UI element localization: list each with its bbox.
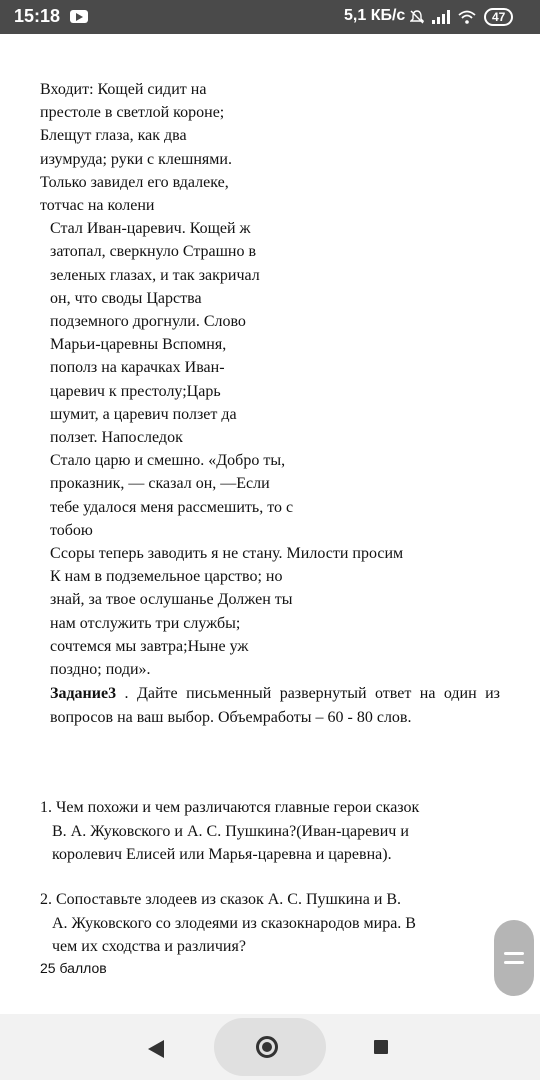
text-line: пополз на карачках Иван-	[50, 359, 225, 377]
text-line: царевич к престолу;Царь	[50, 382, 221, 400]
task-text: . Дайте письменный развернутый ответ на один из вопросов на ваш выбор. Объемработы – 60 - 80 слов.	[50, 685, 500, 726]
text-line: престоле в светлой короне;	[40, 104, 225, 122]
text-line: Марьи-царевны Вспомня,	[50, 336, 227, 354]
question-1	[40, 796, 490, 867]
text-line: тотчас на колени	[40, 197, 155, 215]
text-line: тобою	[50, 521, 93, 539]
task-label: Задание3	[50, 685, 117, 702]
text-line: Входит: Кощей сидит на	[40, 81, 207, 98]
document-text	[40, 78, 500, 681]
question-line: В. А. Жуковского и А. С. Пушкина?(Иван-царевич и	[52, 822, 409, 840]
network-speed: 5,1 КБ/с	[344, 7, 406, 24]
text-line: Стал Иван-царевич. Кощей ж	[50, 220, 251, 238]
text-line: ползет. Напоследок	[50, 429, 183, 447]
question-line: А. Жуковского со злодеями из сказокнародов мира. В	[52, 914, 416, 932]
status-bar	[0, 0, 540, 34]
status-icons	[410, 8, 513, 26]
question-line: 2. Сопоставьте злодеев из сказок А. С. Пушкина и В.	[40, 891, 402, 908]
text-line: он, что своды Царства	[50, 289, 202, 307]
scroll-handle[interactable]	[494, 920, 534, 996]
signal-icon	[432, 10, 450, 24]
text-line: поздно; поди».	[50, 661, 151, 679]
question-line: 1. Чем похожи и чем различаются главные герои сказок	[40, 799, 420, 816]
text-line: шумит, а царевич ползет да	[50, 405, 237, 423]
text-line: проказник, — сказал он, —Если	[50, 475, 270, 493]
youtube-icon	[70, 10, 88, 23]
navigation-bar	[0, 1014, 540, 1080]
text-line: Ссоры теперь заводить я не стану. Милости просим	[50, 545, 404, 563]
wifi-icon	[458, 10, 476, 24]
text-line: Только завидел его вдалеке,	[40, 173, 229, 191]
text-line: нам отслужить три службы;	[50, 614, 241, 632]
text-line: затопал, сверкнуло Страшно в	[50, 243, 257, 261]
task-paragraph	[50, 682, 500, 729]
bell-muted-icon	[410, 10, 424, 24]
question-2	[40, 888, 490, 959]
points-label: 25 баллов	[40, 960, 107, 976]
home-icon[interactable]	[256, 1036, 278, 1058]
text-line: подземного дрогнули. Слово	[50, 313, 246, 331]
text-line: Блещут глаза, как два	[40, 127, 187, 145]
recent-apps-icon[interactable]	[374, 1040, 388, 1054]
question-line: королевич Елисей или Марья-царевна и царевна).	[52, 846, 392, 863]
question-line: чем их сходства и различия?	[52, 938, 246, 955]
back-icon[interactable]	[148, 1040, 164, 1058]
text-line: Стало царю и смешно. «Добро ты,	[50, 452, 286, 470]
text-line: зеленых глазах, и так закричал	[50, 266, 260, 284]
text-line: изумруда; руки с клешнями.	[40, 150, 232, 168]
status-time: 15:18	[14, 6, 61, 26]
text-line: знай, за твое ослушанье Должен ты	[50, 591, 293, 609]
battery-icon: 47	[484, 8, 513, 26]
text-line: сочтемся мы завтра;Ныне уж	[50, 637, 249, 655]
text-line: тебе удалося меня рассмешить, то с	[50, 498, 294, 516]
text-line: К нам в подземельное царство; но	[50, 568, 283, 586]
